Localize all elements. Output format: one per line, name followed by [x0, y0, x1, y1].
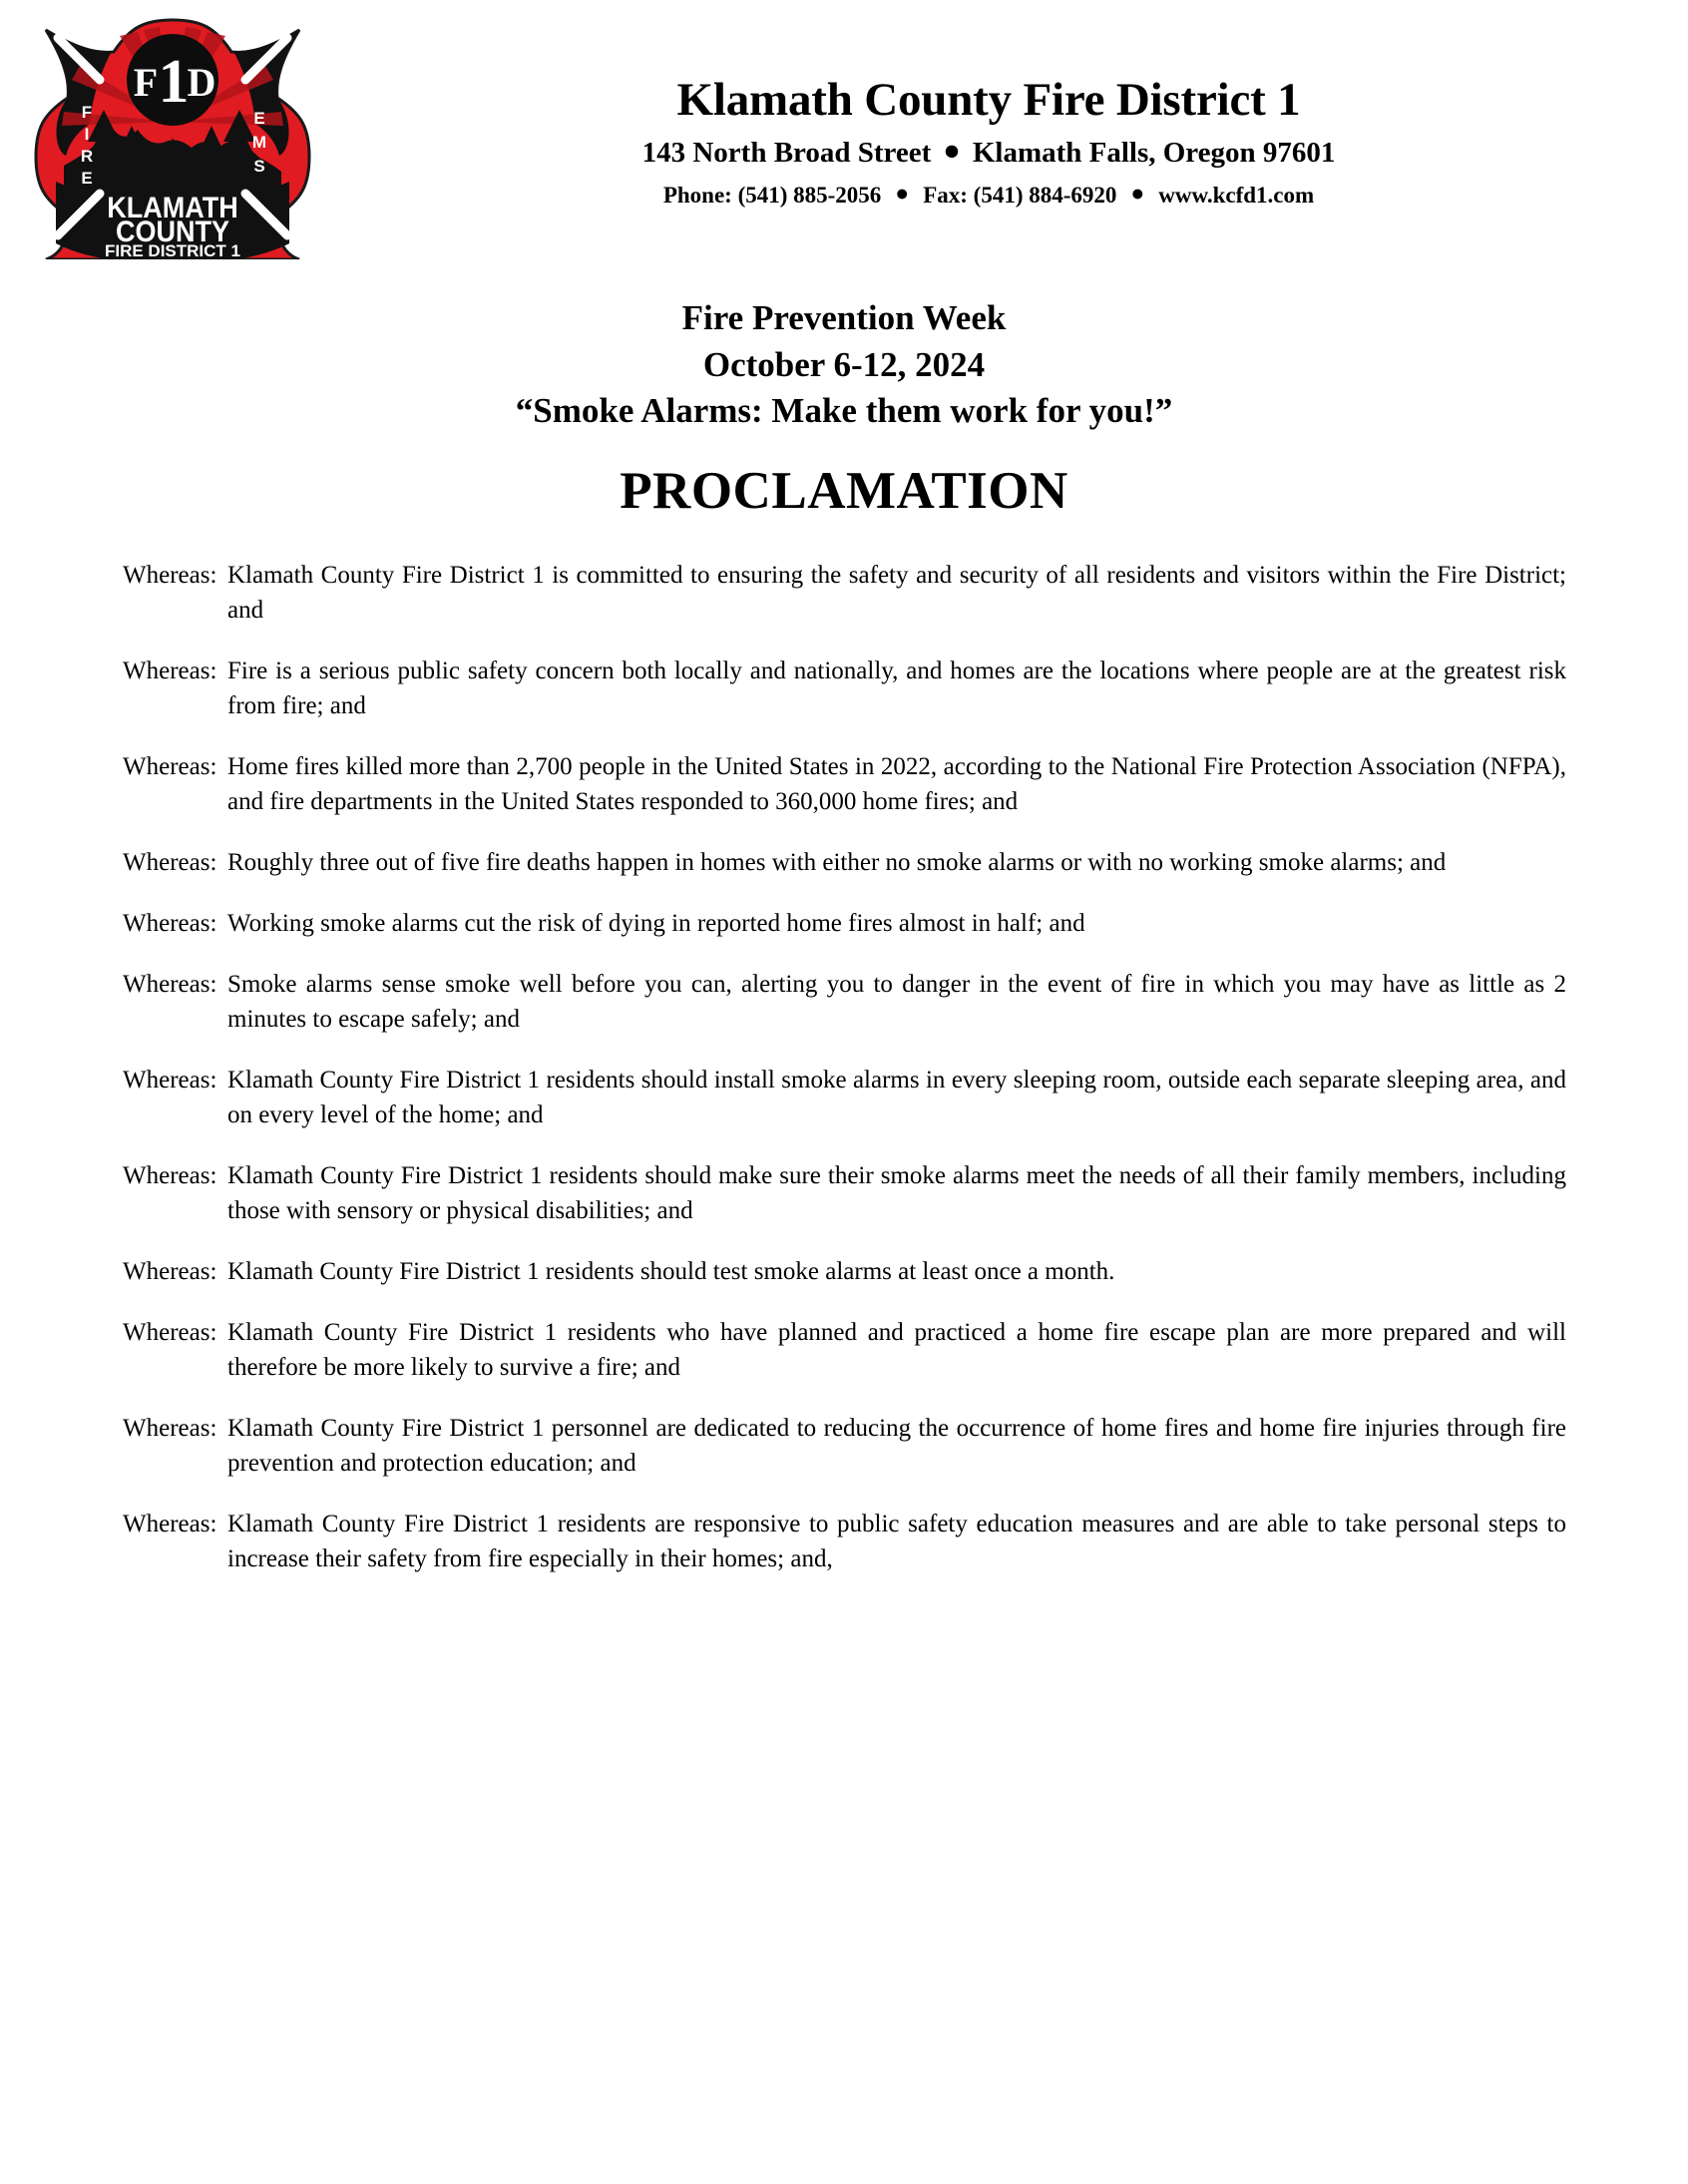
svg-text:COUNTY: COUNTY	[116, 215, 229, 248]
fire-prevention-week-title: Fire Prevention Week	[681, 298, 1007, 337]
whereas-label: Whereas:	[123, 970, 217, 998]
whereas-clause	[123, 845, 1566, 880]
whereas-clause	[123, 1411, 1566, 1481]
whereas-text: Fire is a serious public safety concern both locally and nationally, and homes are the locations where people are at the greatest risk from fire; and	[227, 656, 1566, 719]
svg-text:M: M	[251, 133, 267, 152]
whereas-clause	[123, 906, 1566, 941]
whereas-clause	[123, 1254, 1566, 1289]
whereas-label: Whereas:	[123, 909, 217, 937]
title-block	[0, 295, 1688, 520]
svg-text:R: R	[80, 147, 94, 166]
whereas-text: Smoke alarms sense smoke well before you can, alerting you to danger in the event of fire in which you may have as little as 2 minutes to escape safely; and	[227, 970, 1566, 1033]
whereas-clause	[123, 1507, 1566, 1576]
organization-contact	[329, 180, 1648, 211]
whereas-label: Whereas:	[123, 1510, 217, 1537]
organization-header	[329, 76, 1648, 211]
whereas-clause	[123, 967, 1566, 1037]
page-title: PROCLAMATION	[620, 461, 1068, 520]
website-link[interactable]: www.kcfd1.com	[1158, 183, 1315, 209]
whereas-text: Klamath County Fire District 1 residents should install smoke alarms in every sleeping room, outside each separate sleeping area, and on every level of the home; and	[227, 1066, 1566, 1128]
svg-text:I: I	[84, 125, 90, 144]
whereas-text: Klamath County Fire District 1 residents should make sure their smoke alarms meet the needs of all their family members, including those with sensory or physical disabilities; and	[227, 1161, 1566, 1224]
svg-text:F: F	[133, 60, 159, 105]
whereas-text: Working smoke alarms cut the risk of dying in reported home fires almost in half; and	[227, 909, 1085, 937]
proclamation-body	[0, 558, 1688, 1576]
fire-prevention-week-dates: October 6-12, 2024	[702, 344, 986, 384]
whereas-label: Whereas:	[123, 1161, 217, 1189]
fire-prevention-week-theme: “Smoke Alarms: Make them work for you!”	[515, 391, 1173, 431]
whereas-label: Whereas:	[123, 1414, 217, 1442]
svg-text:D: D	[187, 60, 216, 105]
whereas-label: Whereas:	[123, 656, 217, 684]
address-city-state-zip: Klamath Falls, Oregon 97601	[972, 136, 1336, 169]
phone-number: Phone: (541) 885-2056	[662, 183, 882, 209]
svg-text:FIRE DISTRICT 1: FIRE DISTRICT 1	[104, 241, 241, 259]
whereas-text: Home fires killed more than 2,700 people in the United States in 2022, according to the National Fire Protection Association (NFPA), and fire departments in the United States responded to 360,000 home fires; and	[227, 752, 1566, 815]
fire-district-logo	[34, 14, 311, 259]
svg-text:1: 1	[158, 48, 190, 116]
svg-text:E: E	[253, 109, 265, 128]
whereas-text: Klamath County Fire District 1 residents who have planned and practiced a home fire escape plan are more prepared and will therefore be more likely to survive a fire; and	[227, 1318, 1566, 1381]
bullet-separator-icon: ●	[1130, 181, 1145, 207]
bullet-separator-icon: ●	[895, 181, 910, 207]
address-street: 143 North Broad Street	[641, 136, 932, 169]
whereas-text: Klamath County Fire District 1 residents should test smoke alarms at least once a month.	[227, 1257, 1115, 1285]
whereas-text: Klamath County Fire District 1 is committed to ensuring the safety and security of all residents and visitors within the Fire District; and	[227, 561, 1566, 624]
whereas-clause	[123, 1158, 1566, 1228]
whereas-clause	[123, 558, 1566, 628]
organization-name: Klamath County Fire District 1	[676, 74, 1301, 126]
whereas-label: Whereas:	[123, 1066, 217, 1093]
svg-text:S: S	[253, 157, 265, 176]
whereas-clause	[123, 1315, 1566, 1385]
whereas-text: Klamath County Fire District 1 personnel are dedicated to reducing the occurrence of home fires and home fire injuries through fire prevention and protection education; and	[227, 1414, 1566, 1477]
svg-text:E: E	[81, 169, 93, 188]
fax-number: Fax: (541) 884-6920	[923, 183, 1117, 209]
whereas-clause	[123, 654, 1566, 723]
svg-text:F: F	[81, 103, 93, 122]
svg-text:KLAMATH: KLAMATH	[107, 192, 238, 224]
whereas-text: Klamath County Fire District 1 residents are responsive to public safety education measures and are able to take personal steps to increase their safety from fire especially in their homes; and,	[227, 1510, 1566, 1572]
bullet-separator-icon: ●	[943, 134, 961, 167]
whereas-label: Whereas:	[123, 752, 217, 780]
whereas-text: Roughly three out of five fire deaths happen in homes with either no smoke alarms or with no working smoke alarms; and	[227, 848, 1447, 876]
whereas-clause	[123, 749, 1566, 819]
whereas-label: Whereas:	[123, 1257, 217, 1285]
whereas-label: Whereas:	[123, 848, 217, 876]
letterhead	[0, 0, 1688, 269]
whereas-label: Whereas:	[123, 561, 217, 589]
whereas-clause	[123, 1063, 1566, 1132]
whereas-label: Whereas:	[123, 1318, 217, 1346]
organization-address	[329, 133, 1648, 171]
